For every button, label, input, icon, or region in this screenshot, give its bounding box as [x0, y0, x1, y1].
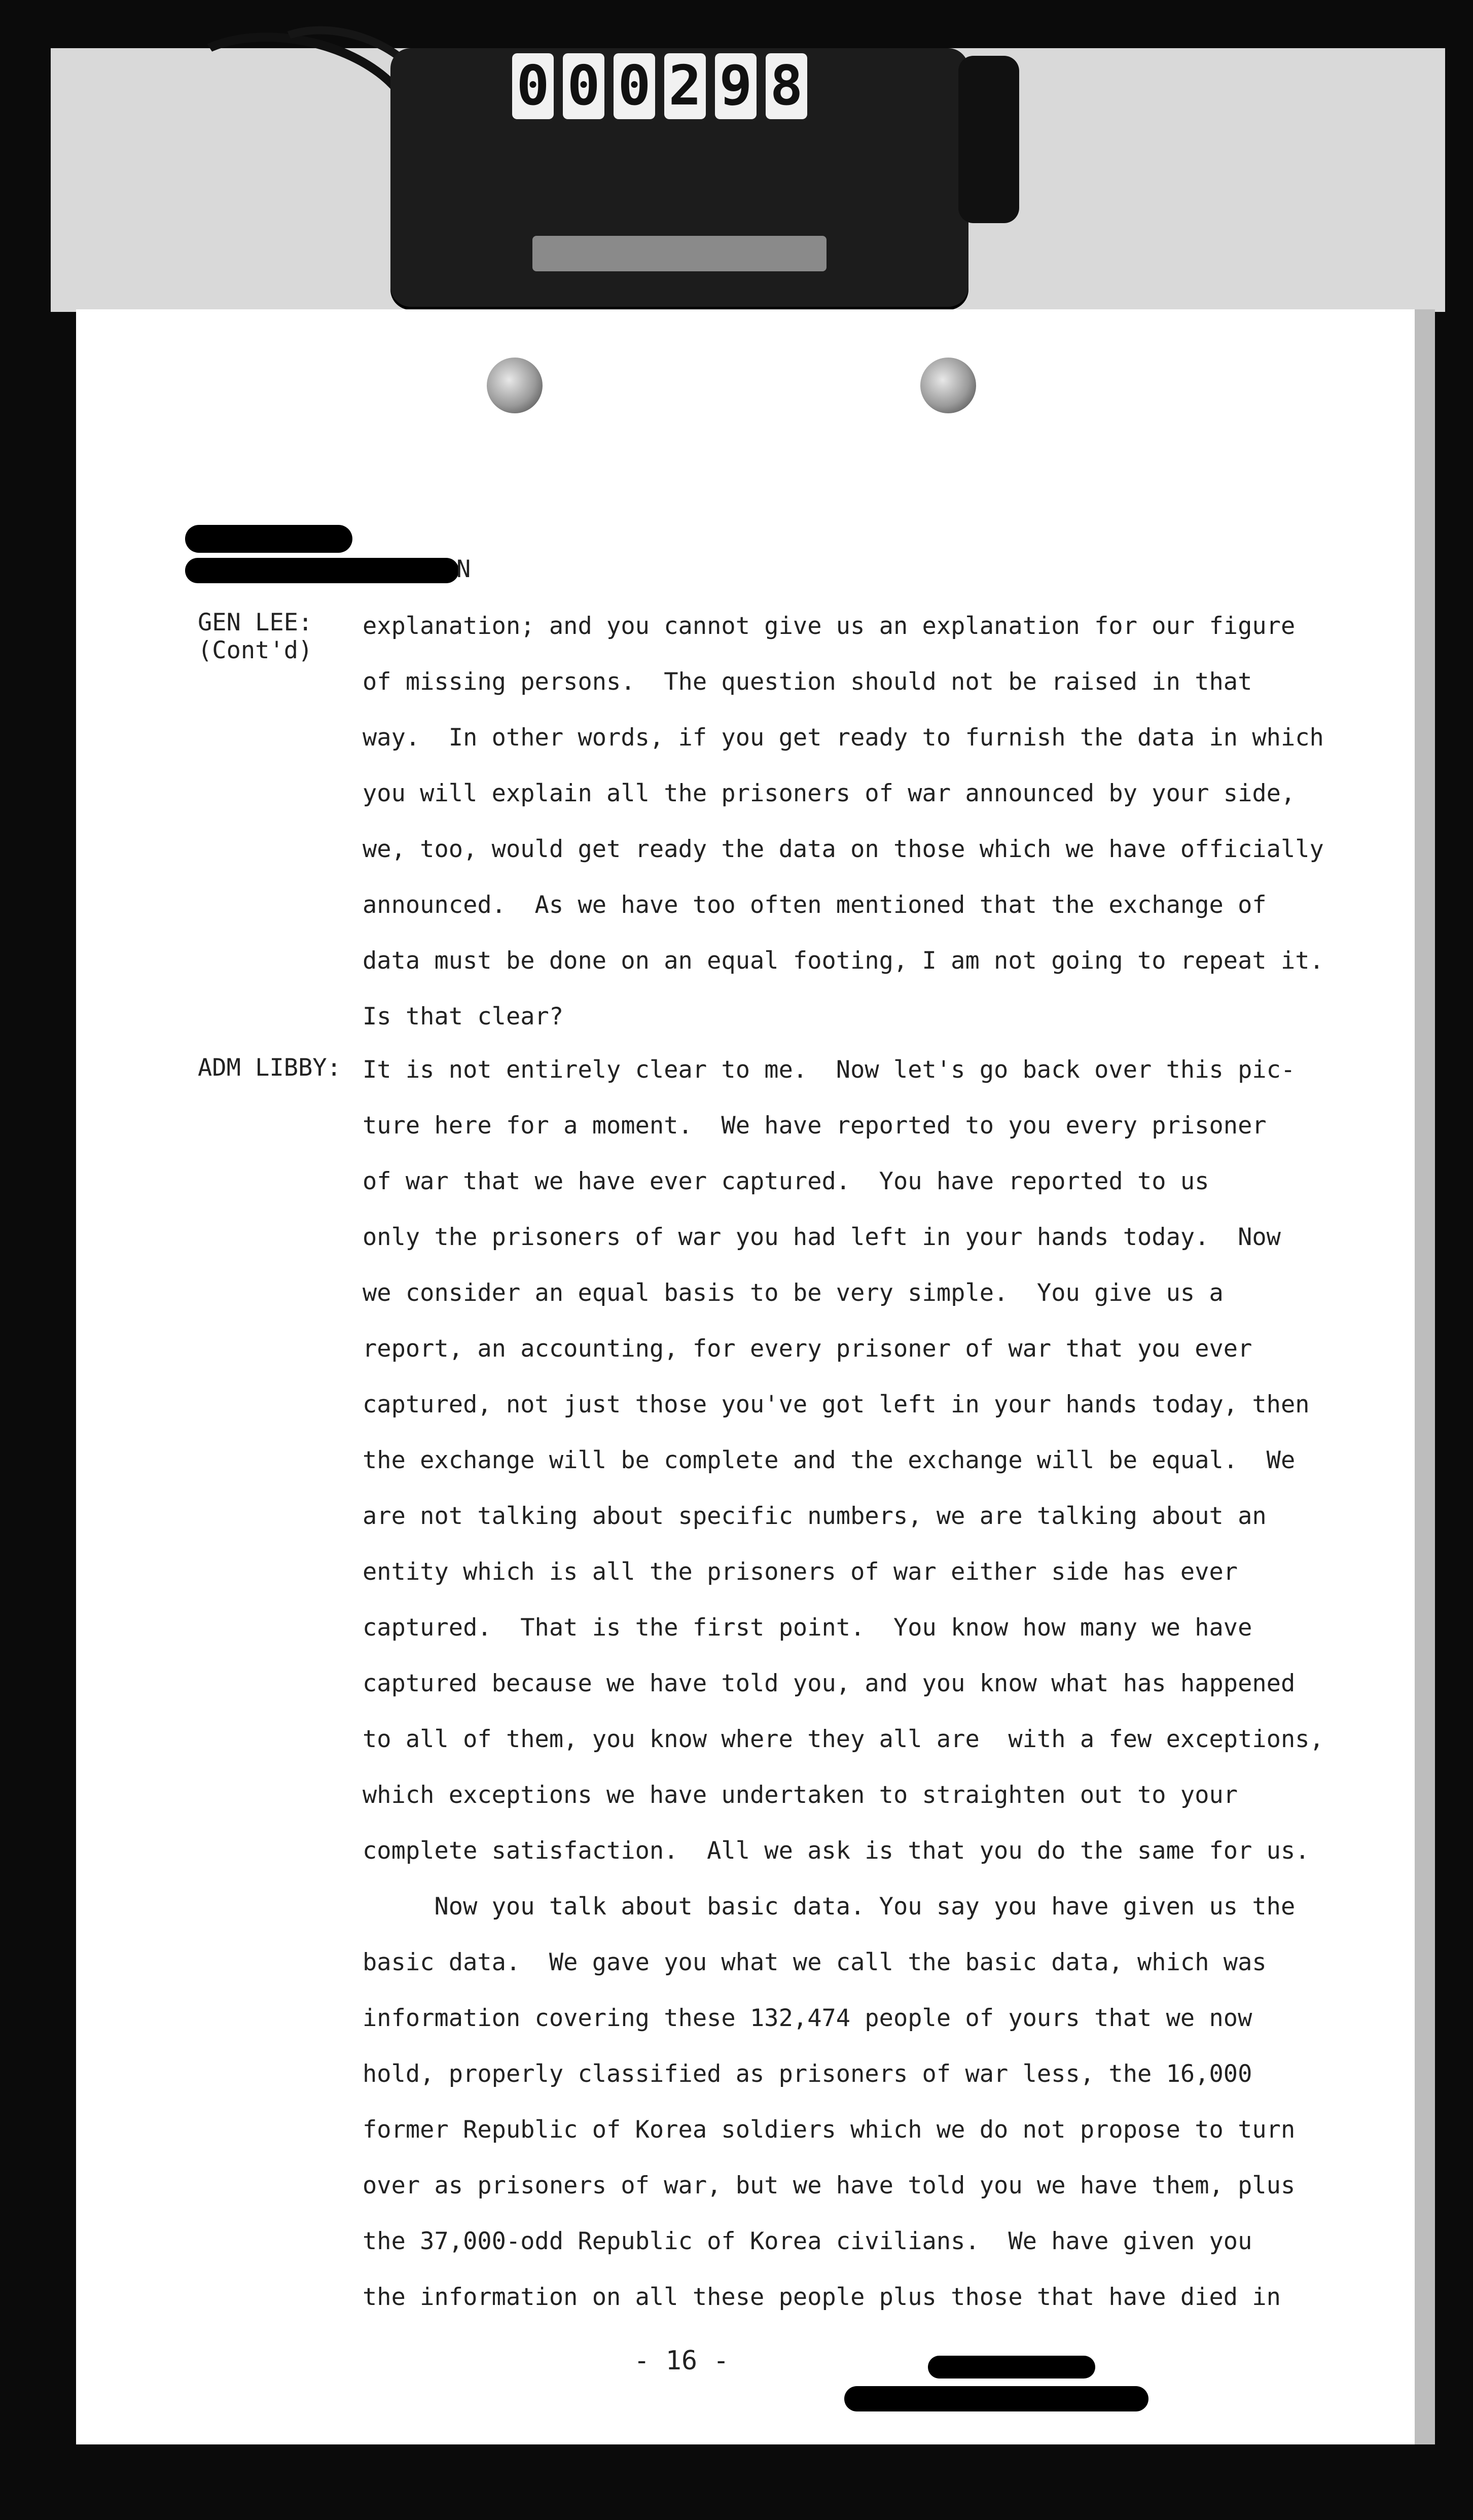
- counter-nameplate: [532, 236, 827, 271]
- text-line: report, an accounting, for every prisoner of war that you ever: [363, 1335, 1252, 1363]
- page-number: - 16 -: [634, 2346, 729, 2376]
- redaction-bar: [928, 2356, 1095, 2379]
- text-line: the 37,000-odd Republic of Korea civilians. We have given you: [363, 2227, 1252, 2255]
- text-line: former Republic of Korea soldiers which we do not propose to turn: [363, 2116, 1296, 2144]
- counter-digit: 9: [715, 53, 757, 119]
- adm-libby-statement: [363, 1042, 1324, 2325]
- page-edge-shadow: [1415, 309, 1435, 2444]
- counter-knob: [958, 56, 1019, 223]
- text-line: captured because we have told you, and you know what has happened: [363, 1670, 1296, 1697]
- text-line: we consider an equal basis to be very simple. You give us a: [363, 1279, 1224, 1307]
- text-line: basic data. We gave you what we call the basic data, which was: [363, 1948, 1267, 1976]
- text-line: which exceptions we have undertaken to straighten out to your: [363, 1781, 1238, 1809]
- punch-hole: [487, 358, 543, 413]
- text-line: over as prisoners of war, but we have told you we have them, plus: [363, 2172, 1296, 2199]
- text-line: only the prisoners of war you had left in your hands today. Now: [363, 1223, 1281, 1251]
- punch-hole: [920, 358, 976, 413]
- counter-digit: 0: [563, 53, 604, 119]
- speaker-label-gen-lee: GEN LEE:: [198, 609, 313, 636]
- redaction-bar: [185, 525, 352, 553]
- text-line: are not talking about specific numbers, we are talking about an: [363, 1502, 1267, 1530]
- speaker-label-contd: (Cont'd): [198, 636, 313, 664]
- text-line: entity which is all the prisoners of war either side has ever: [363, 1558, 1238, 1586]
- header-mark: N: [456, 555, 471, 583]
- frame-counter-digits: [512, 53, 807, 124]
- text-line: explanation; and you cannot give us an explanation for our figure: [363, 612, 1296, 640]
- text-line: of war that we have ever captured. You have reported to us: [363, 1167, 1209, 1195]
- text-line: complete satisfaction. All we ask is that you do the same for us.: [363, 1837, 1310, 1865]
- text-line: to all of them, you know where they all are with a few exceptions,: [363, 1725, 1324, 1753]
- text-line: we, too, would get ready the data on those which we have officially: [363, 835, 1324, 863]
- text-line: ture here for a moment. We have reported to you every prisoner: [363, 1112, 1267, 1140]
- counter-digit: 0: [614, 53, 655, 119]
- counter-digit: 2: [664, 53, 706, 119]
- speaker-label-adm-libby: ADM LIBBY:: [198, 1054, 341, 1082]
- text-line: captured. That is the first point. You know how many we have: [363, 1614, 1252, 1642]
- text-line: way. In other words, if you get ready to furnish the data in which: [363, 724, 1324, 752]
- text-line: you will explain all the prisoners of war announced by your side,: [363, 779, 1296, 807]
- gen-lee-statement: [363, 598, 1324, 1045]
- text-line: It is not entirely clear to me. Now let's go back over this pic-: [363, 1056, 1296, 1084]
- text-line: Now you talk about basic data. You say you have given us the: [363, 1893, 1296, 1921]
- text-line: Is that clear?: [363, 1003, 564, 1031]
- text-line: of missing persons. The question should not be raised in that: [363, 668, 1252, 696]
- text-line: data must be done on an equal footing, I am not going to repeat it.: [363, 947, 1324, 975]
- text-line: the information on all these people plus those that have died in: [363, 2283, 1281, 2311]
- text-line: the exchange will be complete and the exchange will be equal. We: [363, 1446, 1296, 1474]
- text-line: captured, not just those you've got left in your hands today, then: [363, 1391, 1310, 1418]
- counter-digit: 8: [766, 53, 807, 119]
- redaction-bar: [185, 558, 459, 583]
- text-line: hold, properly classified as prisoners of war less, the 16,000: [363, 2060, 1252, 2088]
- counter-digit: 0: [512, 53, 554, 119]
- text-line: information covering these 132,474 people of yours that we now: [363, 2004, 1252, 2032]
- redaction-bar: [844, 2386, 1148, 2411]
- text-line: announced. As we have too often mentioned that the exchange of: [363, 891, 1267, 919]
